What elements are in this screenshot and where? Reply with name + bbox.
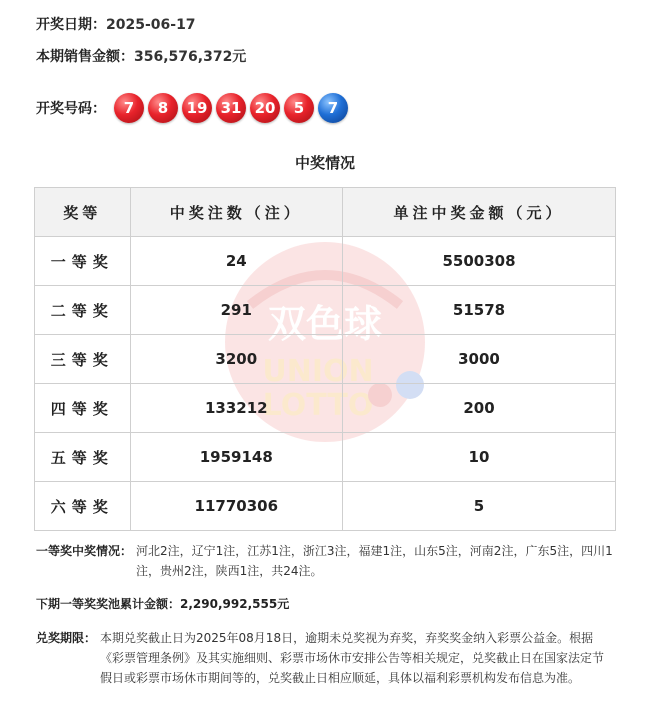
row-count: 291 xyxy=(130,286,342,335)
row-count: 3200 xyxy=(130,335,342,384)
row-amount: 51578 xyxy=(342,286,615,335)
sales-amount-value: 356,576,372元 xyxy=(134,49,247,65)
jackpot-pool-label: 下期一等奖奖池累计金额： xyxy=(36,597,181,611)
first-prize-distribution-note xyxy=(36,541,626,578)
red-ball-5: 20 xyxy=(250,93,280,123)
winning-numbers-label: 开奖号码： xyxy=(36,101,106,117)
row-level: 五等奖 xyxy=(35,433,131,482)
svg-text:LOTTO: LOTTO xyxy=(262,388,374,423)
svg-text:双色球: 双色球 xyxy=(267,302,383,346)
row-level: 四等奖 xyxy=(35,384,131,433)
claim-deadline-label: 兑奖期限： xyxy=(36,631,97,645)
draw-date-value: 2025-06-17 xyxy=(106,17,196,33)
jackpot-pool-value: 2,290,992,555元 xyxy=(180,597,290,611)
header-count: 中奖注数（注） xyxy=(130,188,342,237)
table-header-row xyxy=(35,188,616,237)
row-level: 三等奖 xyxy=(35,335,131,384)
row-amount: 200 xyxy=(342,384,615,433)
header-amount: 单注中奖金额（元） xyxy=(342,188,615,237)
red-ball-6: 5 xyxy=(284,93,314,123)
row-amount: 5 xyxy=(342,482,615,531)
row-level: 一等奖 xyxy=(35,237,131,286)
row-level: 六等奖 xyxy=(35,482,131,531)
header-level: 奖等 xyxy=(35,188,131,237)
draw-date-line xyxy=(36,14,196,34)
first-prize-note-label: 一等奖中奖情况： xyxy=(36,544,133,558)
red-ball-2: 8 xyxy=(148,93,178,123)
row-count: 1959148 xyxy=(130,433,342,482)
first-prize-note-text: 河北2注，辽宁1注，江苏1注，浙江3注，福建1注，山东5注，河南2注，广东5注，四川1注，贵州2注，陕西1注，共24注。 xyxy=(136,544,613,578)
table-row xyxy=(35,237,616,286)
prize-table xyxy=(34,187,616,531)
table-row xyxy=(35,384,616,433)
table-row xyxy=(35,482,616,531)
draw-date-label: 开奖日期： xyxy=(36,17,106,33)
row-amount: 5500308 xyxy=(342,237,615,286)
table-row xyxy=(35,335,616,384)
red-ball-3: 19 xyxy=(182,93,212,123)
row-count: 24 xyxy=(130,237,342,286)
jackpot-pool-note xyxy=(36,594,289,614)
prize-section-title: 中奖情况 xyxy=(294,154,355,172)
sales-amount-label: 本期销售金额： xyxy=(36,49,134,65)
svg-text:UNION: UNION xyxy=(262,354,374,389)
claim-deadline-text: 本期兑奖截止日为2025年08月18日，逾期未兑奖视为弃奖，弃奖奖金纳入彩票公益金。根据《彩票管理条例》及其实施细则、彩票市场休市安排公告等相关规定，兑奖截止日在国家法定节假日或彩票市场休市期间等的，兑奖截止日相应顺延，具体以福利彩票机构发布信息为准。 xyxy=(100,631,605,685)
row-count: 133212 xyxy=(130,384,342,433)
table-row xyxy=(35,286,616,335)
blue-ball: 7 xyxy=(318,93,348,123)
row-amount: 3000 xyxy=(342,335,615,384)
claim-deadline-note xyxy=(36,628,626,685)
row-amount: 10 xyxy=(342,433,615,482)
row-level: 二等奖 xyxy=(35,286,131,335)
table-row xyxy=(35,433,616,482)
row-count: 11770306 xyxy=(130,482,342,531)
red-ball-1: 7 xyxy=(114,93,144,123)
sales-amount-line xyxy=(36,46,246,66)
red-ball-4: 31 xyxy=(216,93,246,123)
winning-numbers-row xyxy=(36,92,352,124)
